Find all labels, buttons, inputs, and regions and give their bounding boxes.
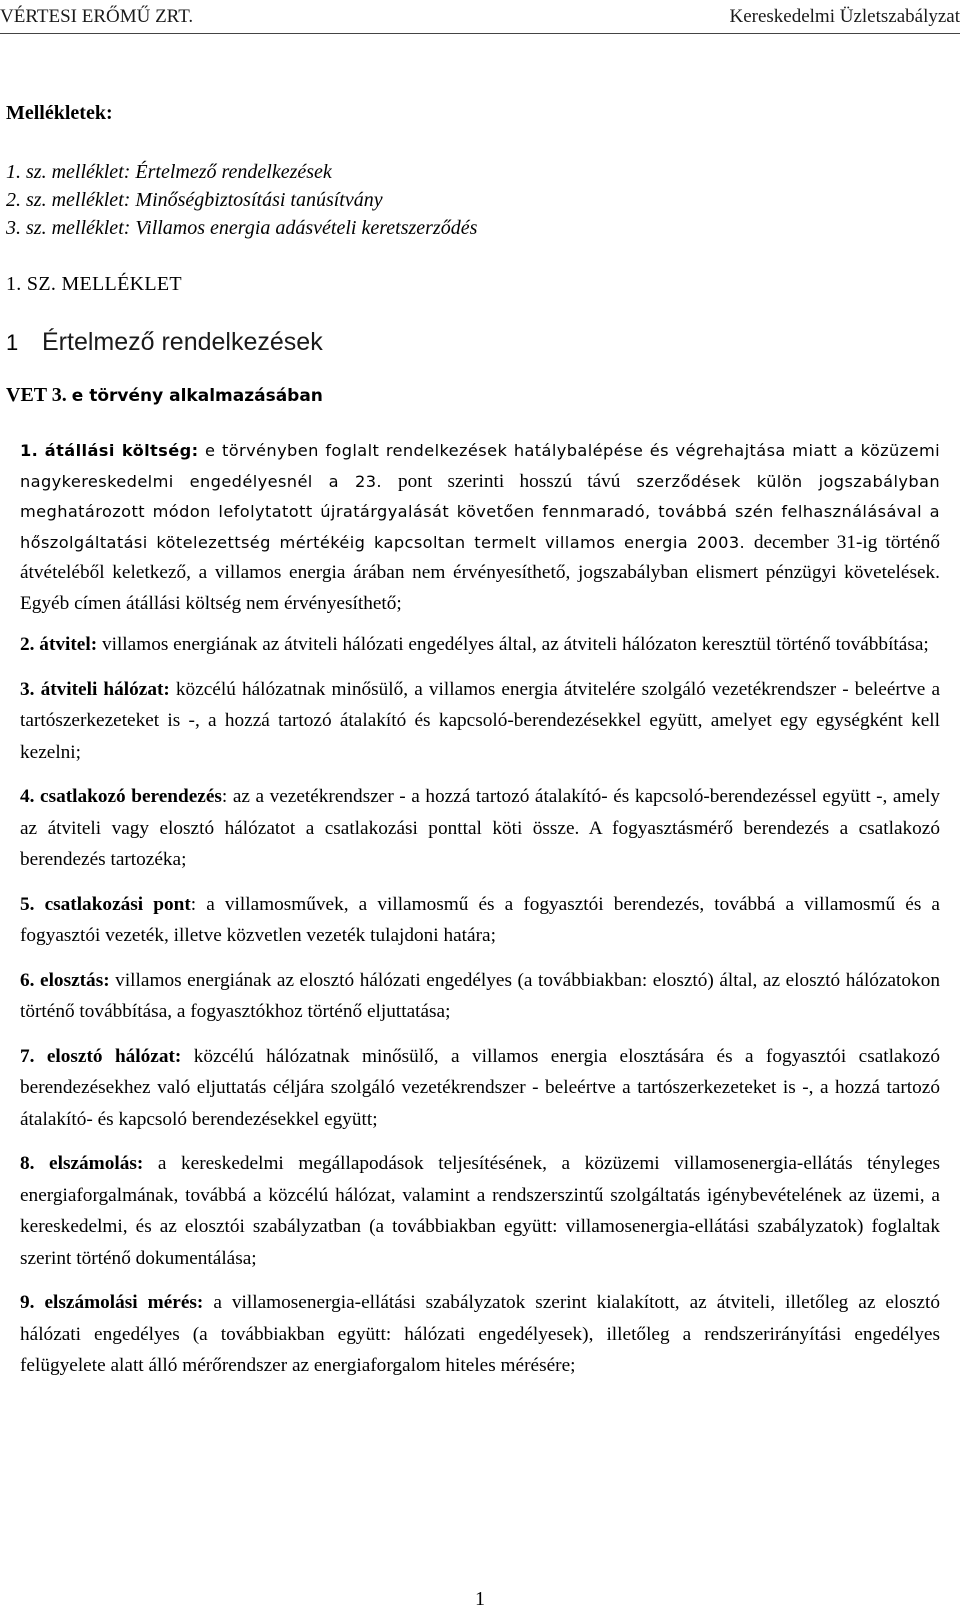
definition-text: villamos energiának az elosztó hálózati engedélyes (a továbbiakban: elosztó) által, az elosztó hálózatokon történő továbbítása, a fogyasztókhoz történő eljuttatása; (20, 969, 940, 1022)
definition-number: 9. (20, 1292, 35, 1313)
definition-term: átvitel: (39, 634, 98, 655)
definition-term: elosztó hálózat: (46, 1045, 182, 1067)
law-heading (6, 384, 323, 407)
annex-heading: 1. SZ. MELLÉKLET (6, 273, 182, 295)
definition-term: elszámolási mérés: (44, 1292, 204, 1313)
section-title: Értelmező rendelkezések (42, 328, 323, 356)
definition-term: csatlakozási pont (44, 893, 191, 915)
definitions-list (20, 436, 940, 1382)
document-title: Kereskedelmi Üzletszabályzat (729, 6, 960, 27)
definition-number: 6. (20, 969, 35, 991)
definition-number: 3. (20, 678, 35, 700)
section-heading (6, 328, 323, 357)
definition-item (20, 965, 940, 1028)
annex-item: 2. sz. melléklet: Minőségbiztosítási tanúsítvány (6, 189, 383, 211)
annex-item: 3. sz. melléklet: Villamos energia adásvételi keretszerződés (6, 217, 478, 239)
definition-text: közcélú hálózatnak minősülő, a villamos energia átvitelére szolgáló vezetékrendszer - beleértve a tartószerkezeteket is -, a hozzá tartozó átalakító és kapcsoló-berendezésekkel együtt, amelyet egy egységként kell kezelni; (20, 678, 940, 763)
header-divider (0, 33, 960, 34)
definition-term: csatlakozó berendezés (40, 786, 222, 807)
definition-term: átviteli hálózat: (40, 678, 170, 700)
definition-item (20, 1041, 940, 1136)
definition-text-inline: pont szerinti hosszú távú (397, 470, 621, 492)
annex-item: 1. sz. melléklet: Értelmező rendelkezések (6, 161, 332, 183)
definition-item (20, 1287, 940, 1382)
annexes-title: Mellékletek: (6, 102, 113, 124)
definition-item (20, 436, 940, 619)
definition-term: átállási költség: (44, 441, 199, 460)
definition-number: 8. (20, 1153, 35, 1174)
definition-number: 7. (20, 1045, 35, 1067)
page-number: 1 (475, 1588, 485, 1610)
page-header (0, 0, 960, 36)
definition-item (20, 629, 940, 661)
definition-number: 4. (20, 786, 35, 807)
company-name: VÉRTESI ERŐMŰ ZRT. (0, 6, 194, 27)
definition-number: 1. (20, 441, 39, 460)
law-heading-prefix: VET 3. (6, 384, 72, 406)
definition-number: 2. (20, 634, 35, 655)
definition-text: közcélú hálózatnak minősülő, a villamos energia elosztására és a fogyasztói csatlakozó berendezésekhez való eljuttatás céljára szolgáló vezetékrendszer - beleértve a tartószerkezeteket is -, a hozzá tartozó átalakító- és kapcsoló berendezésekkel együtt; (20, 1045, 941, 1130)
definition-item (20, 674, 940, 769)
definition-item (20, 781, 940, 876)
definition-number: 5. (20, 893, 35, 915)
definition-text-tail: december 31-ig történő átvételéből keletkező, a villamos energia árában nem érvényesíthető, jogszabályban elismert pénzügyi követelések. Egyéb címen átállási költség nem érvényesíthető; (20, 531, 941, 614)
definition-text: villamos energiának az átviteli hálózati engedélyes által, az átviteli hálózaton keresztül történő továbbítása; (101, 634, 929, 655)
annex-list (6, 158, 477, 242)
definition-text: : az a vezetékrendszer - a hozzá tartozó átalakító- és kapcsoló-berendezéssel együtt -, amely az átviteli vagy elosztó hálózatot a csatlakozási ponttal köti össze. A fogyasztásmérő berendezés a csatlakozó berendezés tartozéka; (20, 786, 940, 870)
section-number: 1 (6, 330, 19, 355)
definition-text-continued: szerződések külön jogszabályban meghatározott módon lefolytatott újratárgyalását követően fennmaradó, továbbá szén felhasználásával a hőszolgáltatási kötelezettség mértékéig kapcsoltan termelt villamos energia 2003. (20, 471, 941, 552)
definition-term: elszámolás: (49, 1153, 144, 1174)
definition-text: : a villamosművek, a villamosmű és a fogyasztói berendezés, továbbá a villamosmű és a fogyasztói vezeték, illetve közvetlen vezeték tulajdoni határa; (20, 893, 940, 946)
definition-text: e törvényben foglalt rendelkezések hatálybalépése és végrehajtása miatt a közüzemi nagykereskedelmi engedélyesnél a 23. (20, 441, 941, 491)
definition-text: a villamosenergia-ellátási szabályzatok szerint kialakított, az átviteli, illetőleg az elosztó hálózati engedélyes (a továbbiakban együtt: hálózati engedélyesek), illetőleg a rendszerirányítási engedélyes felügyelete alatt álló mérőrendszer az energiaforgalom hiteles mérésére; (20, 1292, 940, 1376)
definition-item (20, 889, 940, 952)
definition-text: a kereskedelmi megállapodások teljesítésének, a közüzemi villamosenergia-ellátás tényleges energiaforgalmának, továbbá a közcélú hálózat, valamint a rendszerszintű szolgáltatás igénybevételének az üzemi, a kereskedelmi, és az elosztói szabályzatban (a továbbiakban együtt: villamosenergia-ellátási szabályzatok) foglaltak szerint történő dokumentálása; (20, 1153, 940, 1269)
definition-item (20, 1148, 940, 1274)
law-heading-rest: e törvény alkalmazásában (71, 386, 323, 406)
definition-term: elosztás: (40, 969, 110, 991)
